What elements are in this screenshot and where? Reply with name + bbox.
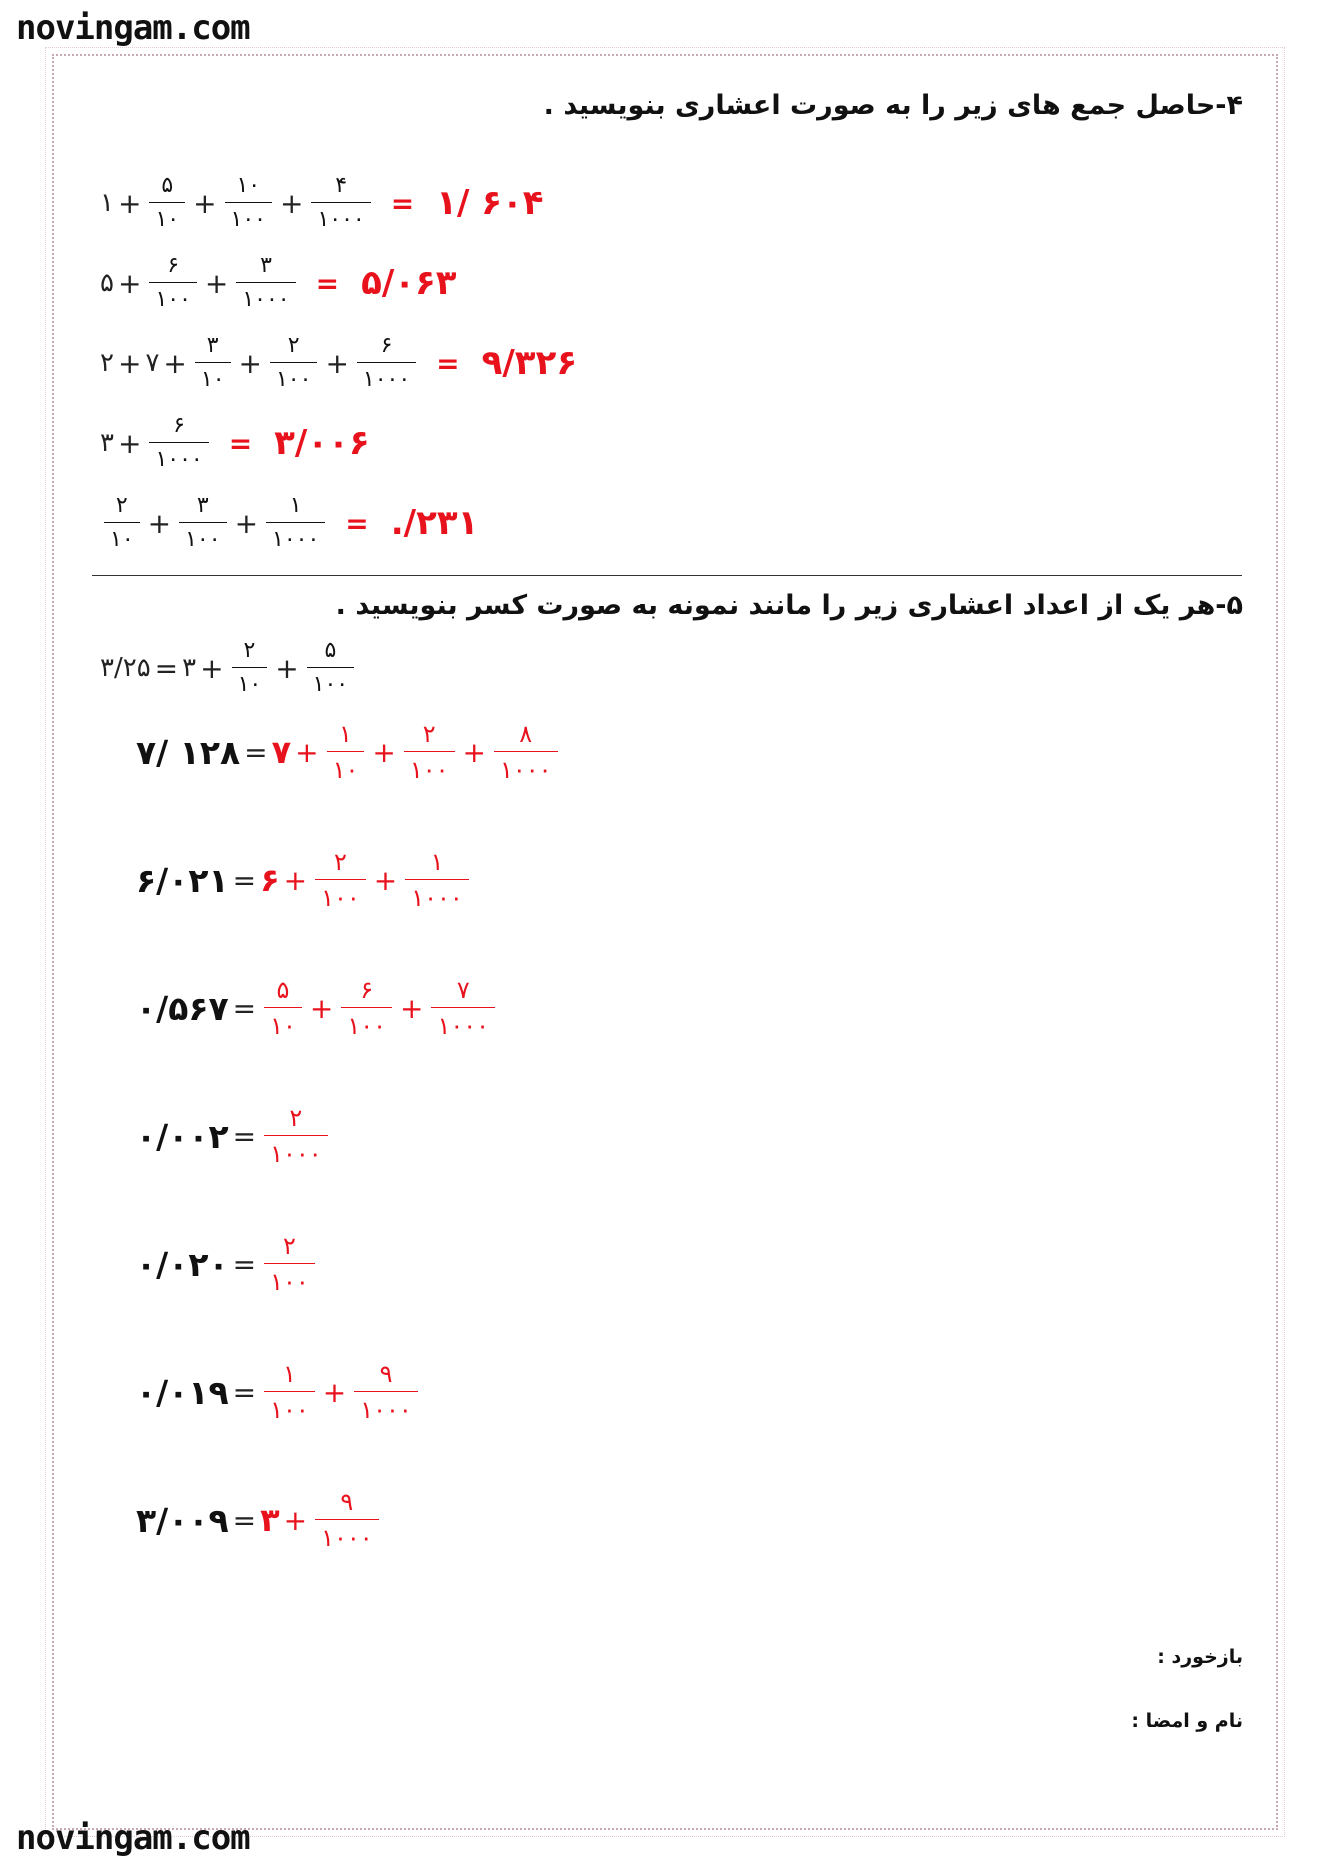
- denominator: ۱۰۰: [270, 362, 317, 391]
- numerator: ۳: [206, 333, 219, 358]
- q5-row: [136, 722, 562, 782]
- fraction: [405, 850, 469, 910]
- equals-sign: =: [232, 1119, 257, 1153]
- numerator: ۱: [289, 493, 302, 518]
- denominator: ۱۰: [327, 751, 365, 782]
- denominator: ۱۰۰۰: [354, 1391, 418, 1422]
- denominator: ۱۰: [149, 202, 185, 231]
- fraction: [264, 1362, 315, 1422]
- equals-sign: =: [244, 735, 268, 769]
- whole-term: ۵: [100, 268, 114, 298]
- fraction: [195, 335, 231, 391]
- plus-sign: +: [117, 426, 142, 460]
- numerator: ۶: [167, 253, 180, 278]
- fraction: [270, 335, 317, 391]
- numerator: ۱: [339, 720, 352, 748]
- equals-sign: =: [232, 1375, 257, 1409]
- denominator: ۱۰۰۰: [266, 522, 325, 551]
- plus-sign: +: [200, 651, 224, 685]
- q4-row: [100, 495, 478, 551]
- answer-expression: [260, 1234, 319, 1294]
- decimal-number: ۰/۵۶۷: [136, 988, 229, 1028]
- fraction: [315, 1490, 379, 1550]
- whole-term: ۲: [100, 348, 114, 378]
- fraction: [266, 495, 325, 551]
- decimal-number: ۷/ ۱۲۸: [136, 732, 241, 772]
- fraction: [494, 722, 558, 782]
- fraction: [431, 978, 495, 1038]
- fraction: [236, 255, 295, 311]
- equals-sign: =: [232, 863, 257, 897]
- feedback-label: بازخورد :: [1157, 1646, 1243, 1668]
- fraction: [341, 978, 392, 1038]
- q5-example: [100, 640, 358, 696]
- plus-sign: +: [147, 506, 172, 540]
- numerator: ۷: [456, 976, 470, 1004]
- denominator: ۱۰۰۰: [149, 442, 208, 471]
- numerator: ۲: [287, 333, 300, 358]
- plus-sign: +: [117, 346, 142, 380]
- numerator: ۲: [243, 638, 256, 663]
- site-watermark-top: novingam.com: [16, 8, 250, 48]
- answer-expression: [260, 1490, 383, 1550]
- fraction: [307, 640, 354, 696]
- whole-term: ۷: [271, 733, 292, 771]
- decimal-number: ۰/۰۱۹: [136, 1372, 229, 1412]
- section-divider: [92, 575, 1242, 576]
- fraction: [232, 640, 268, 696]
- numerator: ۹: [379, 1360, 393, 1388]
- fraction: [315, 850, 366, 910]
- example-decimal: ۳/۲۵: [100, 653, 151, 683]
- numerator: ۴: [335, 173, 348, 198]
- q4-row: [100, 415, 370, 471]
- q4-row: [100, 255, 457, 311]
- whole-term: ۶: [260, 861, 280, 899]
- numerator: ۱: [282, 1360, 296, 1388]
- plus-sign: +: [193, 186, 217, 220]
- fraction: [327, 722, 365, 782]
- equals-sign: =: [232, 991, 257, 1025]
- plus-sign: +: [283, 863, 308, 897]
- denominator: ۱۰۰۰: [431, 1007, 495, 1038]
- equals-sign: =: [436, 346, 460, 380]
- denominator: ۱۰۰۰: [494, 751, 558, 782]
- answer-expression: [260, 1106, 332, 1166]
- denominator: ۱۰۰: [264, 1391, 315, 1422]
- q4-title: ۴-حاصل جمع های زیر را به صورت اعشاری بنویسید .: [543, 90, 1243, 121]
- equals-sign: =: [232, 1247, 257, 1281]
- numerator: ۲: [282, 1232, 296, 1260]
- site-watermark-bottom: novingam.com: [16, 1818, 250, 1858]
- denominator: ۱۰۰: [315, 879, 366, 910]
- whole-term: ۳: [260, 1501, 280, 1539]
- denominator: ۱۰۰۰: [357, 362, 416, 391]
- plus-sign: +: [117, 186, 142, 220]
- numerator: ۱۰: [236, 173, 261, 198]
- denominator: ۱۰: [104, 522, 140, 551]
- fraction: [104, 495, 140, 551]
- decimal-number: ۰/۰۲۰: [136, 1244, 229, 1284]
- equals-sign: =: [228, 426, 253, 460]
- denominator: ۱۰۰: [307, 667, 354, 696]
- plus-sign: +: [275, 651, 299, 685]
- numerator: ۱: [430, 848, 444, 876]
- denominator: ۱۰۰۰: [315, 1519, 379, 1550]
- numerator: ۶: [173, 413, 185, 438]
- plus-sign: +: [280, 186, 304, 220]
- fraction: [311, 175, 370, 231]
- fraction: [149, 415, 208, 471]
- numerator: ۵: [276, 976, 290, 1004]
- fraction: [264, 1106, 328, 1166]
- fraction: [179, 495, 226, 551]
- equals-sign: =: [154, 651, 179, 685]
- plus-sign: +: [400, 991, 424, 1025]
- numerator: ۳: [196, 493, 209, 518]
- numerator: ۸: [519, 720, 533, 748]
- plus-sign: +: [372, 735, 396, 769]
- denominator: ۱۰۰۰: [311, 202, 370, 231]
- q4-row: [100, 335, 577, 391]
- answer-decimal: ۱/ ۶۰۴: [436, 183, 544, 223]
- fraction: [149, 255, 196, 311]
- denominator: ۱۰۰۰: [405, 879, 469, 910]
- denominator: ۱۰: [264, 1007, 302, 1038]
- q5-row: [136, 978, 499, 1038]
- plus-sign: +: [238, 346, 262, 380]
- q5-row: [136, 850, 473, 910]
- denominator: ۱۰۰: [341, 1007, 392, 1038]
- signature-label: نام و امضا :: [1131, 1710, 1243, 1732]
- page-border: [52, 54, 1278, 1830]
- answer-decimal: ۵/۰۶۳: [361, 263, 457, 303]
- plus-sign: +: [309, 991, 334, 1025]
- decimal-number: ۰/۰۰۲: [136, 1116, 229, 1156]
- fraction: [354, 1362, 418, 1422]
- denominator: ۱۰: [232, 667, 268, 696]
- equals-sign: =: [390, 186, 415, 220]
- numerator: ۲: [333, 848, 347, 876]
- whole-term: ۷: [145, 348, 160, 378]
- denominator: ۱۰۰: [225, 202, 272, 231]
- fraction: [404, 722, 455, 782]
- whole-term: ۳: [182, 653, 197, 683]
- numerator: ۲: [422, 720, 436, 748]
- numerator: ۵: [161, 173, 174, 198]
- plus-sign: +: [373, 863, 398, 897]
- plus-sign: +: [234, 506, 259, 540]
- fraction: [264, 1234, 315, 1294]
- plus-sign: +: [462, 735, 486, 769]
- answer-decimal: ۳/۰۰۶: [274, 423, 370, 463]
- plus-sign: +: [163, 346, 187, 380]
- q4-row: [100, 175, 543, 231]
- denominator: ۱۰: [195, 362, 231, 391]
- q5-row: [136, 1106, 332, 1166]
- denominator: ۱۰۰: [149, 282, 196, 311]
- numerator: ۶: [380, 333, 393, 358]
- numerator: ۶: [360, 976, 374, 1004]
- whole-term: ۳: [100, 428, 114, 458]
- answer-expression: [260, 1362, 422, 1422]
- plus-sign: +: [295, 735, 319, 769]
- q5-row: [136, 1362, 422, 1422]
- answer-expression: [260, 850, 473, 910]
- fraction: [225, 175, 272, 231]
- numerator: ۳: [260, 253, 272, 278]
- denominator: ۱۰۰: [264, 1263, 315, 1294]
- whole-term: ۱: [100, 188, 114, 218]
- equals-sign: =: [345, 506, 369, 540]
- equals-sign: =: [232, 1503, 257, 1537]
- q5-title: ۵-هر یک از اعداد اعشاری زیر را مانند نمونه به صورت کسر بنویسید .: [335, 590, 1243, 621]
- denominator: ۱۰۰: [404, 751, 455, 782]
- answer-decimal: ./۲۳۱: [390, 503, 479, 543]
- denominator: ۱۰۰۰: [264, 1135, 328, 1166]
- equals-sign: =: [315, 266, 340, 300]
- plus-sign: +: [325, 346, 349, 380]
- denominator: ۱۰۰۰: [236, 282, 295, 311]
- numerator: ۵: [324, 638, 337, 663]
- decimal-number: ۶/۰۲۱: [136, 860, 229, 900]
- answer-decimal: ۹/۳۲۶: [481, 343, 578, 383]
- answer-expression: [260, 978, 499, 1038]
- fraction: [149, 175, 185, 231]
- numerator: ۹: [340, 1488, 354, 1516]
- numerator: ۲: [115, 493, 128, 518]
- plus-sign: +: [204, 266, 229, 300]
- q5-row: [136, 1234, 319, 1294]
- numerator: ۲: [289, 1104, 303, 1132]
- plus-sign: +: [283, 1503, 308, 1537]
- plus-sign: +: [322, 1375, 347, 1409]
- answer-expression: [272, 722, 562, 782]
- plus-sign: +: [117, 266, 142, 300]
- fraction: [264, 978, 302, 1038]
- denominator: ۱۰۰: [179, 522, 226, 551]
- q5-row: [136, 1490, 383, 1550]
- decimal-number: ۳/۰۰۹: [136, 1500, 229, 1540]
- fraction: [357, 335, 416, 391]
